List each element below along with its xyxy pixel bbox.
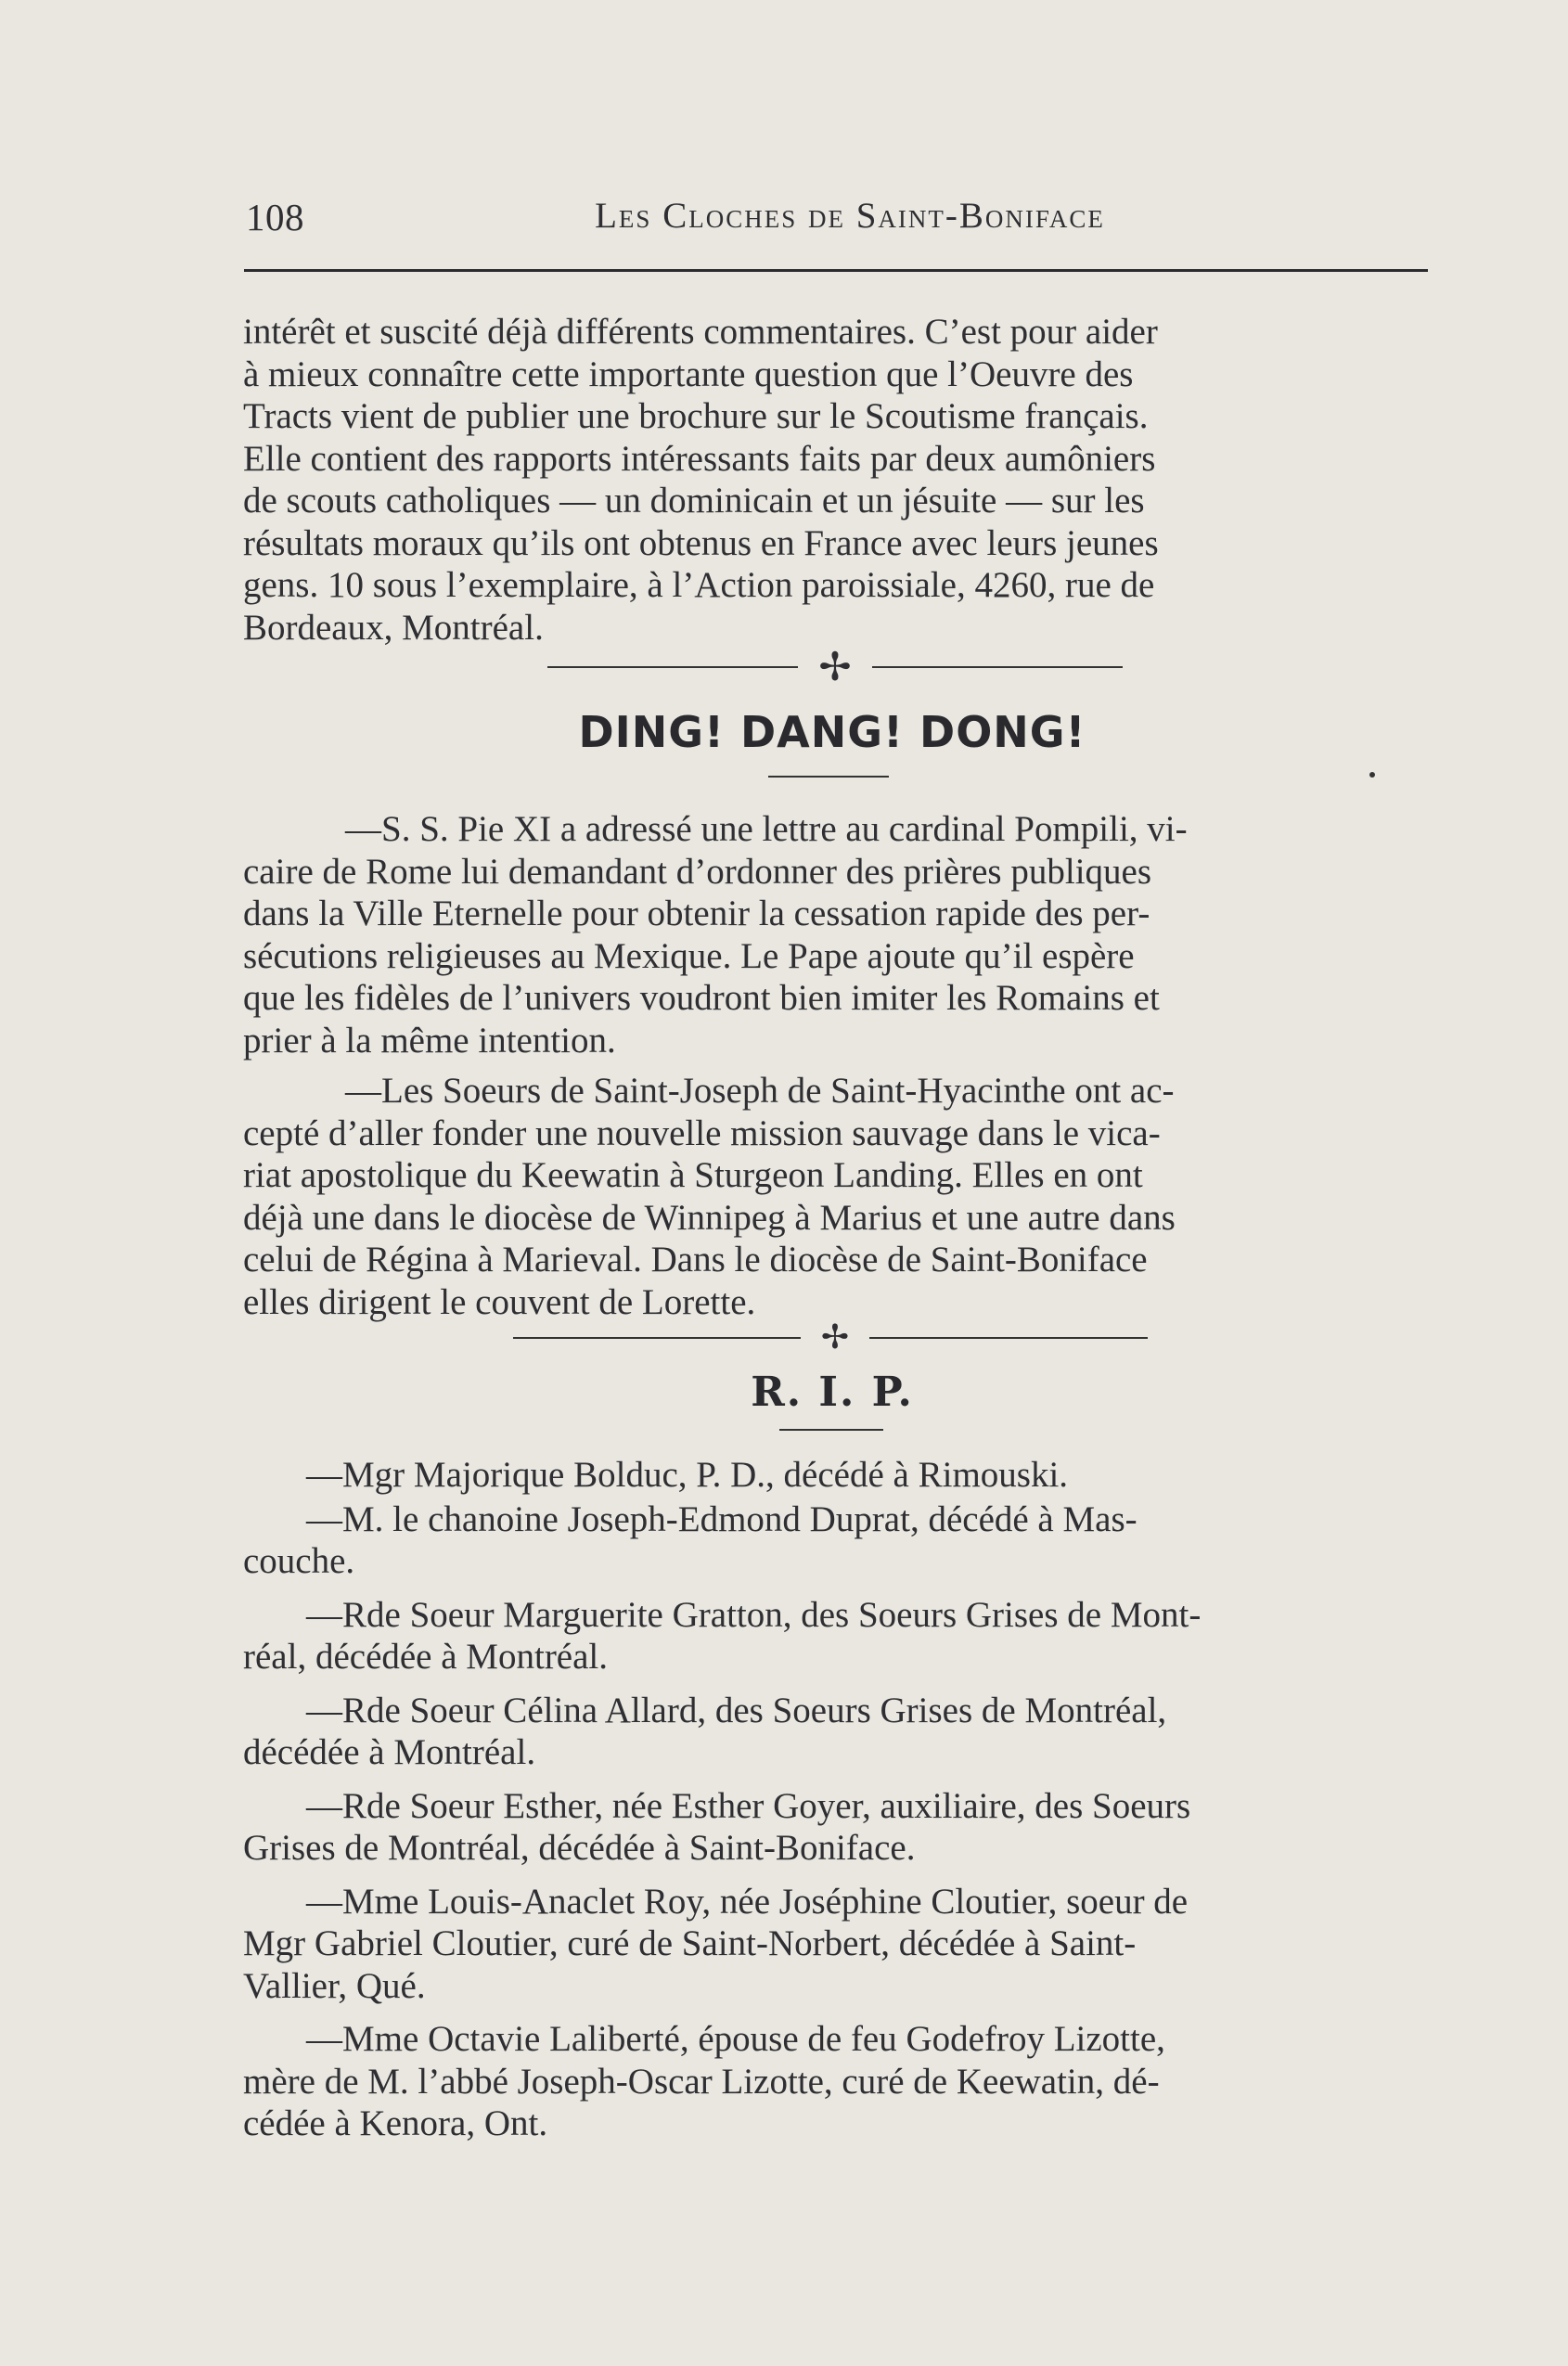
text-line: —Rde Soeur Célina Allard, des Soeurs Grises de Montréal, xyxy=(306,1690,1167,1730)
text-line: que les fidèles de l’univers voudront bien imiter les Romains et xyxy=(243,978,1160,1018)
obituary-entry xyxy=(243,2018,1421,2145)
text-line: Bordeaux, Montréal. xyxy=(243,607,544,648)
text-line: —Rde Soeur Marguerite Gratton, des Soeurs Grises de Mont- xyxy=(306,1594,1202,1635)
obituary-entry xyxy=(243,1594,1421,1678)
obituary-entry xyxy=(243,1498,1421,1583)
text-line: gens. 10 sous l’exemplaire, à l’Action paroissiale, 4260, rue de xyxy=(243,565,1155,605)
obituary-entry xyxy=(243,1785,1421,1870)
text-line: prier à la même intention. xyxy=(243,1020,616,1061)
text-line: riat apostolique du Keewatin à Sturgeon Landing. Elles en ont xyxy=(243,1155,1143,1195)
ding-paragraph xyxy=(243,808,1421,1061)
text-line: —Mme Octavie Laliberté, épouse de feu Godefroy Lizotte, xyxy=(306,2019,1165,2059)
text-line: couche. xyxy=(243,1541,355,1581)
running-head: Les Cloches de Saint-Boniface xyxy=(595,196,1105,236)
page-number: 108 xyxy=(246,196,304,238)
text-line: Grises de Montréal, décédée à Saint-Boniface. xyxy=(243,1828,916,1868)
section-divider xyxy=(496,1318,1164,1357)
rip-heading: R. I. P. xyxy=(751,1369,914,1416)
text-line: dans la Ville Eternelle pour obtenir la cessation rapide des per- xyxy=(243,894,1150,933)
text-line: mère de M. l’abbé Joseph-Oscar Lizotte, curé de Keewatin, dé- xyxy=(243,2061,1160,2102)
text-line: caire de Rome lui demandant d’ordonner des prières publiques xyxy=(243,851,1152,892)
text-line: à mieux connaître cette importante question que l’Oeuvre des xyxy=(243,354,1134,394)
heading-underline xyxy=(768,776,889,778)
text-line: sécutions religieuses au Mexique. Le Pape ajoute qu’il espère xyxy=(243,935,1135,976)
text-line: Tracts vient de publier une brochure sur le Scoutisme français. xyxy=(243,396,1149,436)
text-line: —S. S. Pie XI a adressé une lettre au cardinal Pompili, vi- xyxy=(345,809,1188,849)
text-line: Elle contient des rapports intéressants faits par deux aumôniers xyxy=(243,438,1156,479)
obituary-entry xyxy=(243,1690,1421,1774)
text-line: —M. le chanoine Joseph-Edmond Duprat, décédé à Mas- xyxy=(306,1498,1137,1539)
intro-paragraph xyxy=(243,311,1421,649)
text-line: décédée à Montréal. xyxy=(243,1732,536,1772)
divider-line xyxy=(547,666,798,668)
ding-paragraph xyxy=(243,1070,1421,1323)
cross-ornament-icon: ✢ xyxy=(818,644,852,689)
header-rule xyxy=(244,269,1428,272)
section-divider xyxy=(538,644,1132,689)
text-line: de scouts catholiques — un dominicain et un jésuite — sur les xyxy=(243,481,1145,521)
text-line: —Mme Louis-Anaclet Roy, née Joséphine Cloutier, soeur de xyxy=(306,1881,1189,1922)
obituary-entry xyxy=(243,1454,1421,1497)
text-line: Vallier, Qué. xyxy=(243,1965,426,2006)
divider-line xyxy=(869,1337,1148,1339)
heading-underline xyxy=(779,1429,883,1431)
text-line: réal, décédée à Montréal. xyxy=(243,1637,609,1677)
obituary-entry xyxy=(243,1881,1421,2008)
rip-list xyxy=(243,1454,1421,2145)
text-line: —Les Soeurs de Saint-Joseph de Saint-Hyacinthe ont ac- xyxy=(345,1071,1175,1111)
printing-speck xyxy=(1369,772,1375,778)
page-header xyxy=(243,195,1429,260)
text-line: déjà une dans le diocèse de Winnipeg à Marius et une autre dans xyxy=(243,1197,1176,1238)
divider-line xyxy=(872,666,1123,668)
text-line: —Rde Soeur Esther, née Esther Goyer, auxiliaire, des Soeurs xyxy=(306,1785,1191,1826)
text-line: —Mgr Majorique Bolduc, P. D., décédé à Rimouski. xyxy=(306,1455,1069,1495)
text-line: cédée à Kenora, Ont. xyxy=(243,2103,548,2143)
text-line: elles dirigent le couvent de Lorette. xyxy=(243,1281,756,1322)
divider-line xyxy=(513,1337,801,1339)
cross-ornament-icon: ✢ xyxy=(820,1318,850,1357)
ding-heading: DING! DANG! DONG! xyxy=(578,707,1086,757)
text-line: cepté d’aller fonder une nouvelle mission sauvage dans le vica- xyxy=(243,1112,1161,1153)
text-line: celui de Régina à Marieval. Dans le diocèse de Saint-Boniface xyxy=(243,1240,1148,1279)
text-line: Mgr Gabriel Cloutier, curé de Saint-Norbert, décédée à Saint- xyxy=(243,1923,1137,1963)
text-line: intérêt et suscité déjà différents commentaires. C’est pour aider xyxy=(243,312,1158,352)
text-line: résultats moraux qu’ils ont obtenus en France avec leurs jeunes xyxy=(243,522,1159,563)
